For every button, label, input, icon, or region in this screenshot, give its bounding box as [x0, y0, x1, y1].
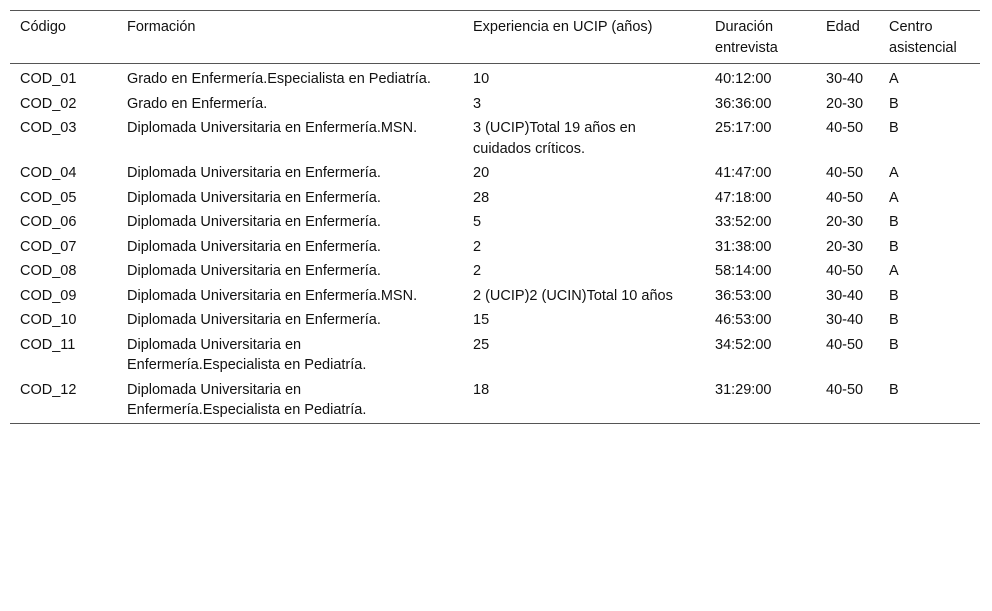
cell-centro: B: [889, 312, 899, 328]
header-row: [10, 11, 980, 64]
header-codigo: Código: [20, 19, 66, 35]
cell-edad: 20-30: [826, 238, 864, 255]
cell-duracion: 36:53:00: [715, 287, 772, 304]
table-row: [10, 284, 980, 309]
header-duracion: Duración entrevista: [715, 19, 778, 56]
cell-formacion: Diplomada Universitaria en Enfermería.: [127, 214, 381, 230]
cell-centro: A: [889, 165, 899, 181]
cell-edad: 30-40: [826, 312, 864, 328]
cell-experiencia: 2: [473, 238, 482, 255]
cell-experiencia: 5: [473, 214, 482, 230]
cell-experiencia: 10: [473, 71, 490, 87]
cell-experiencia: 3: [473, 95, 482, 112]
cell-codigo: COD_11: [20, 336, 76, 353]
cell-experiencia: 18: [473, 381, 490, 398]
cell-codigo: COD_09: [20, 287, 77, 304]
cell-codigo: COD_07: [20, 238, 77, 255]
participants-table: [10, 10, 980, 424]
cell-codigo: COD_06: [20, 214, 77, 230]
cell-duracion: 46:53:00: [715, 312, 772, 328]
cell-formacion: Diplomada Universitaria en Enfermería.MSN.: [127, 287, 418, 304]
table-header: [10, 11, 980, 64]
cell-codigo: COD_04: [20, 165, 77, 181]
header-edad: Edad: [826, 19, 860, 35]
cell-codigo: COD_12: [20, 381, 77, 398]
cell-centro: A: [889, 71, 899, 87]
cell-codigo: COD_08: [20, 263, 77, 279]
cell-duracion: 36:36:00: [715, 95, 772, 112]
cell-formacion: Grado en Enfermería.Especialista en Pediatría.: [127, 71, 431, 87]
cell-formacion: Diplomada Universitaria en Enfermería.Especialista en Pediatría.: [127, 336, 367, 373]
cell-experiencia: 15: [473, 312, 490, 328]
cell-experiencia: 2: [473, 263, 482, 279]
header-formacion: Formación: [127, 19, 196, 35]
cell-duracion: 34:52:00: [715, 336, 772, 353]
table-container: [10, 10, 980, 424]
cell-codigo: COD_03: [20, 120, 77, 136]
table-row: [10, 259, 980, 284]
cell-centro: A: [889, 263, 899, 279]
cell-experiencia: 3 (UCIP)Total 19 años en cuidados críticos.: [473, 120, 636, 157]
cell-centro: B: [889, 214, 899, 230]
cell-centro: B: [889, 336, 899, 353]
cell-formacion: Diplomada Universitaria en Enfermería.: [127, 189, 381, 206]
cell-experiencia: 20: [473, 165, 490, 181]
cell-centro: B: [889, 287, 899, 304]
cell-edad: 40-50: [826, 336, 864, 353]
table-row: [10, 378, 980, 424]
cell-experiencia: 25: [473, 336, 490, 353]
cell-formacion: Diplomada Universitaria en Enfermería.Especialista en Pediatría.: [127, 381, 367, 418]
cell-centro: B: [889, 95, 899, 112]
table-row: [10, 210, 980, 235]
cell-formacion: Diplomada Universitaria en Enfermería.: [127, 312, 381, 328]
cell-edad: 40-50: [826, 263, 864, 279]
cell-edad: 40-50: [826, 381, 864, 398]
cell-formacion: Diplomada Universitaria en Enfermería.: [127, 165, 381, 181]
table-row: [10, 186, 980, 211]
cell-duracion: 25:17:00: [715, 120, 772, 136]
cell-formacion: Grado en Enfermería.: [127, 95, 268, 112]
cell-codigo: COD_05: [20, 189, 77, 206]
table-row: [10, 308, 980, 333]
cell-duracion: 33:52:00: [715, 214, 772, 230]
header-experiencia: Experiencia en UCIP (años): [473, 19, 653, 35]
cell-edad: 30-40: [826, 71, 864, 87]
cell-duracion: 41:47:00: [715, 165, 772, 181]
cell-edad: 40-50: [826, 165, 864, 181]
cell-formacion: Diplomada Universitaria en Enfermería.MSN.: [127, 120, 418, 136]
cell-duracion: 31:38:00: [715, 238, 772, 255]
table-row: [10, 161, 980, 186]
header-centro: Centro asistencial: [889, 19, 957, 56]
table-row: [10, 116, 980, 161]
cell-centro: A: [889, 189, 899, 206]
cell-edad: 20-30: [826, 214, 864, 230]
cell-codigo: COD_02: [20, 95, 77, 112]
cell-centro: B: [889, 238, 899, 255]
table-row: [10, 92, 980, 117]
cell-formacion: Diplomada Universitaria en Enfermería.: [127, 238, 381, 255]
cell-edad: 40-50: [826, 120, 864, 136]
table-body: [10, 64, 980, 424]
cell-edad: 40-50: [826, 189, 864, 206]
cell-edad: 30-40: [826, 287, 864, 304]
cell-edad: 20-30: [826, 95, 864, 112]
cell-duracion: 40:12:00: [715, 71, 772, 87]
table-row: [10, 64, 980, 92]
table-row: [10, 333, 980, 378]
cell-experiencia: 2 (UCIP)2 (UCIN)Total 10 años: [473, 287, 673, 304]
cell-duracion: 47:18:00: [715, 189, 772, 206]
cell-centro: B: [889, 120, 899, 136]
table-row: [10, 235, 980, 260]
cell-formacion: Diplomada Universitaria en Enfermería.: [127, 263, 381, 279]
cell-experiencia: 28: [473, 189, 490, 206]
cell-codigo: COD_01: [20, 71, 77, 87]
cell-codigo: COD_10: [20, 312, 77, 328]
cell-duracion: 58:14:00: [715, 263, 772, 279]
cell-duracion: 31:29:00: [715, 381, 772, 398]
cell-centro: B: [889, 381, 899, 398]
